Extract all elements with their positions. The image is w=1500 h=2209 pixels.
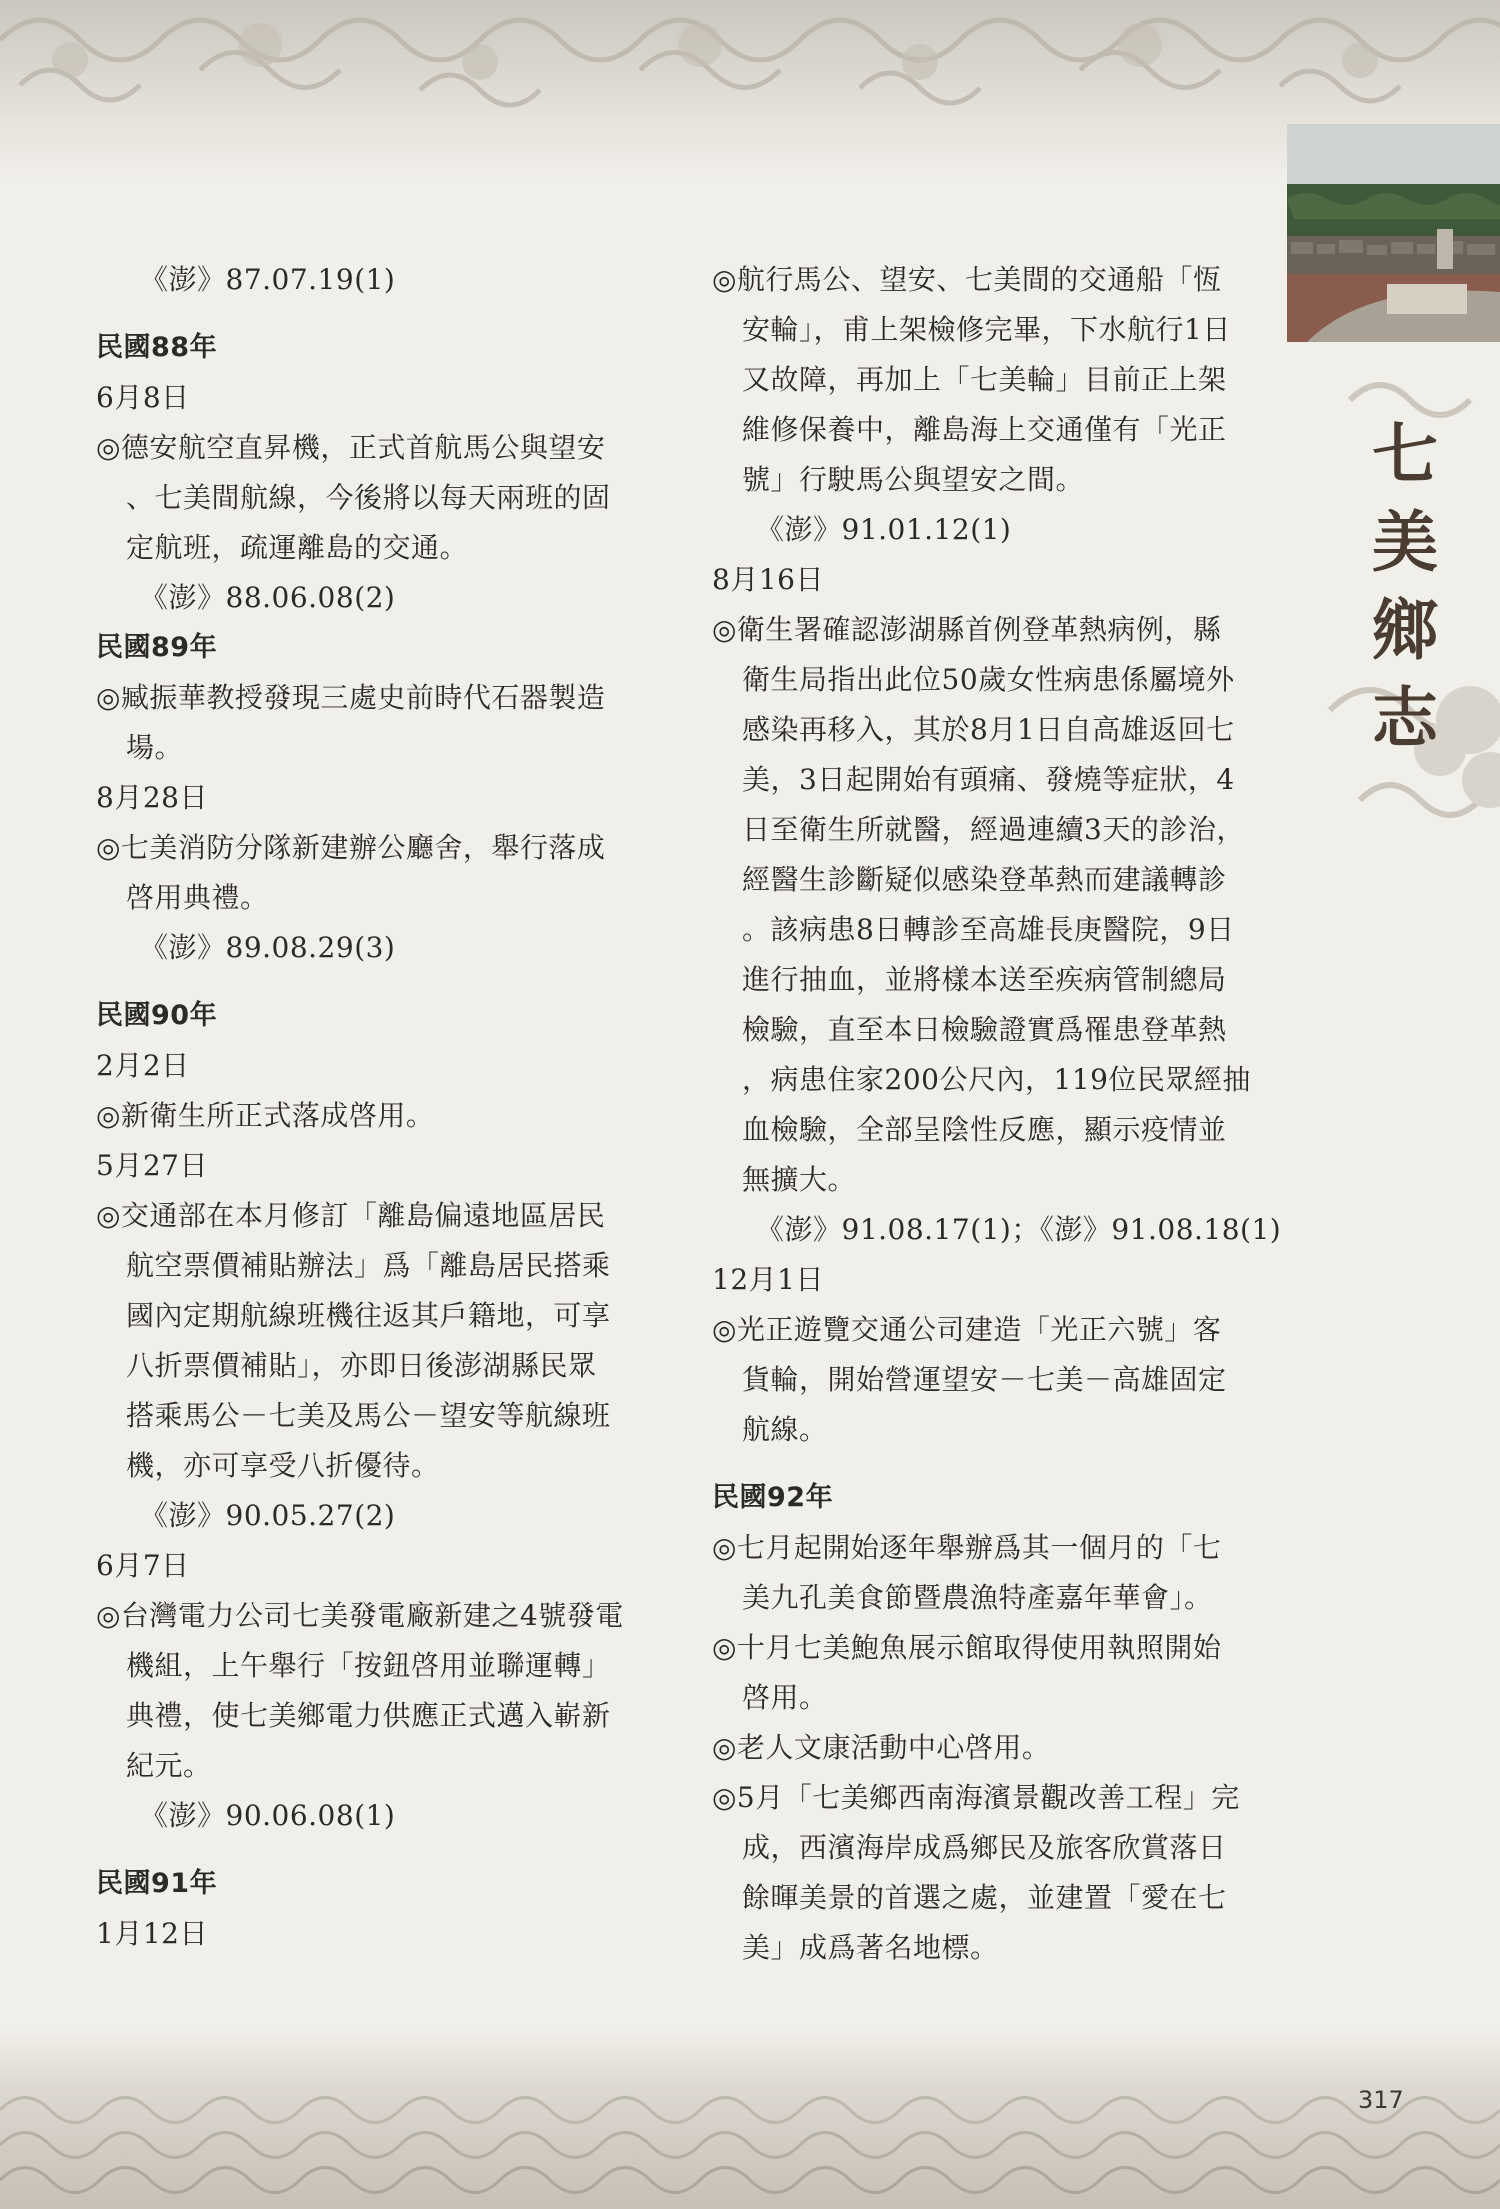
title-char: 七 (1372, 415, 1438, 493)
event-continuation: 機組，上午舉行「按鈕啓用並聯運轉」 (126, 1649, 611, 1682)
event-item: ◎航行馬公、望安、七美間的交通船「恆 (712, 263, 1222, 296)
book-title-vertical (1350, 410, 1460, 762)
page-number: 317 (1358, 2086, 1404, 2114)
event-continuation: 號」行駛馬公與望安之間。 (742, 463, 1085, 496)
event-item: ◎衛生署確認澎湖縣首例登革熱病例，縣 (712, 613, 1222, 646)
date-label: 8月16日 (712, 563, 824, 596)
event-item: ◎台灣電力公司七美發電廠新建之4號發電 (96, 1599, 624, 1632)
spacer (96, 1841, 656, 1859)
coastal-photo (1287, 124, 1500, 342)
event-continuation: 日至衛生所就醫，經過連續3天的診治， (742, 813, 1245, 846)
source-citation: 《澎》87.07.19(1) (140, 263, 396, 296)
event-continuation: 啓用。 (742, 1681, 828, 1714)
date-label: 8月28日 (96, 781, 208, 814)
event-continuation: 航線。 (742, 1413, 828, 1446)
source-citation: 《澎》90.06.08(1) (140, 1799, 396, 1832)
event-continuation: 航空票價補貼辦法」爲「離島居民搭乘 (126, 1249, 611, 1282)
event-item: ◎新衛生所正式落成啓用。 (96, 1099, 435, 1132)
wave-pattern-footer (0, 2030, 1500, 2209)
event-item: ◎德安航空直昇機，正式首航馬公與望安 (96, 431, 606, 464)
event-item: ◎5月「七美鄉西南海濱景觀改善工程」完 (712, 1781, 1240, 1814)
event-item: ◎七月起開始逐年舉辦爲其一個月的「七 (712, 1531, 1222, 1564)
title-char: 美 (1372, 503, 1438, 581)
event-continuation: 無擴大。 (742, 1163, 857, 1196)
event-item: ◎七美消防分隊新建辦公廳舍，舉行落成 (96, 831, 606, 864)
date-label: 6月7日 (96, 1549, 190, 1582)
date-label: 2月2日 (96, 1049, 190, 1082)
event-continuation: 成，西濱海岸成爲鄉民及旅客欣賞落日 (742, 1831, 1227, 1864)
spacer (712, 1455, 1272, 1473)
year-heading: 民國91年 (96, 1868, 218, 1899)
event-continuation: 美」成爲著名地標。 (742, 1931, 999, 1964)
event-continuation: 貨輪，開始營運望安－七美－高雄固定 (742, 1363, 1227, 1396)
event-continuation: 餘暉美景的首選之處，並建置「愛在七 (742, 1881, 1227, 1914)
source-citation: 《澎》91.01.12(1) (756, 513, 1012, 546)
event-item: ◎臧振華教授發現三處史前時代石器製造 (96, 681, 606, 714)
event-continuation: 進行抽血，並將樣本送至疾病管制總局 (742, 963, 1227, 996)
spacer (96, 305, 656, 323)
event-continuation: 、七美間航線，今後將以每天兩班的固 (126, 481, 611, 514)
event-continuation: ，病患住家200公尺內，119位民眾經抽 (742, 1063, 1251, 1096)
event-continuation: 感染再移入，其於8月1日自高雄返回七 (742, 713, 1235, 746)
event-item: ◎光正遊覽交通公司建造「光正六號」客 (712, 1313, 1222, 1346)
right-column (712, 255, 1282, 1973)
event-item: ◎十月七美鮑魚展示館取得使用執照開始 (712, 1631, 1222, 1664)
cloud-pattern-header (0, 0, 1500, 180)
event-continuation: 國內定期航線班機往返其戶籍地，可享 (126, 1299, 611, 1332)
source-citation: 《澎》91.08.17(1)；《澎》91.08.18(1) (756, 1213, 1282, 1246)
event-continuation: 檢驗，直至本日檢驗證實爲罹患登革熱 (742, 1013, 1227, 1046)
source-citation: 《澎》90.05.27(2) (140, 1499, 396, 1532)
year-heading: 民國88年 (96, 332, 218, 363)
date-label: 6月8日 (96, 381, 190, 414)
source-citation: 《澎》89.08.29(3) (140, 931, 396, 964)
event-continuation: 安輪」，甫上架檢修完畢，下水航行1日 (742, 313, 1231, 346)
event-continuation: 衛生局指出此位50歲女性病患係屬境外 (742, 663, 1235, 696)
title-char: 鄉 (1372, 591, 1438, 669)
event-item: ◎老人文康活動中心啓用。 (712, 1731, 1051, 1764)
year-heading: 民國89年 (96, 632, 218, 663)
date-label: 5月27日 (96, 1149, 208, 1182)
event-continuation: 八折票價補貼」，亦即日後澎湖縣民眾 (126, 1349, 597, 1382)
year-heading: 民國90年 (96, 1000, 218, 1031)
source-citation: 《澎》88.06.08(2) (140, 581, 396, 614)
event-continuation: 搭乘馬公－七美及馬公－望安等航線班 (126, 1399, 611, 1432)
event-continuation: 。該病患8日轉診至高雄長庚醫院，9日 (742, 913, 1235, 946)
year-heading: 民國92年 (712, 1482, 834, 1513)
event-continuation: 機，亦可享受八折優待。 (126, 1449, 440, 1482)
date-label: 1月12日 (96, 1917, 208, 1950)
event-continuation: 紀元。 (126, 1749, 212, 1782)
event-continuation: 美九孔美食節暨農漁特產嘉年華會」。 (742, 1581, 1213, 1614)
event-continuation: 美，3日起開始有頭痛、發燒等症狀，4 (742, 763, 1235, 796)
event-continuation: 典禮，使七美鄉電力供應正式邁入嶄新 (126, 1699, 611, 1732)
left-column (96, 255, 656, 1959)
event-item: ◎交通部在本月修訂「離島偏遠地區居民 (96, 1199, 606, 1232)
event-continuation: 啓用典禮。 (126, 881, 269, 914)
event-continuation: 定航班，疏運離島的交通。 (126, 531, 469, 564)
date-label: 12月1日 (712, 1263, 824, 1296)
event-continuation: 血檢驗，全部呈陰性反應，顯示疫情並 (742, 1113, 1227, 1146)
event-continuation: 經醫生診斷疑似感染登革熱而建議轉診 (742, 863, 1227, 896)
event-continuation: 場。 (126, 731, 184, 764)
event-continuation: 維修保養中，離島海上交通僅有「光正 (742, 413, 1227, 446)
event-continuation: 又故障，再加上「七美輪」目前正上架 (742, 363, 1227, 396)
title-char: 志 (1372, 679, 1438, 757)
spacer (96, 973, 656, 991)
